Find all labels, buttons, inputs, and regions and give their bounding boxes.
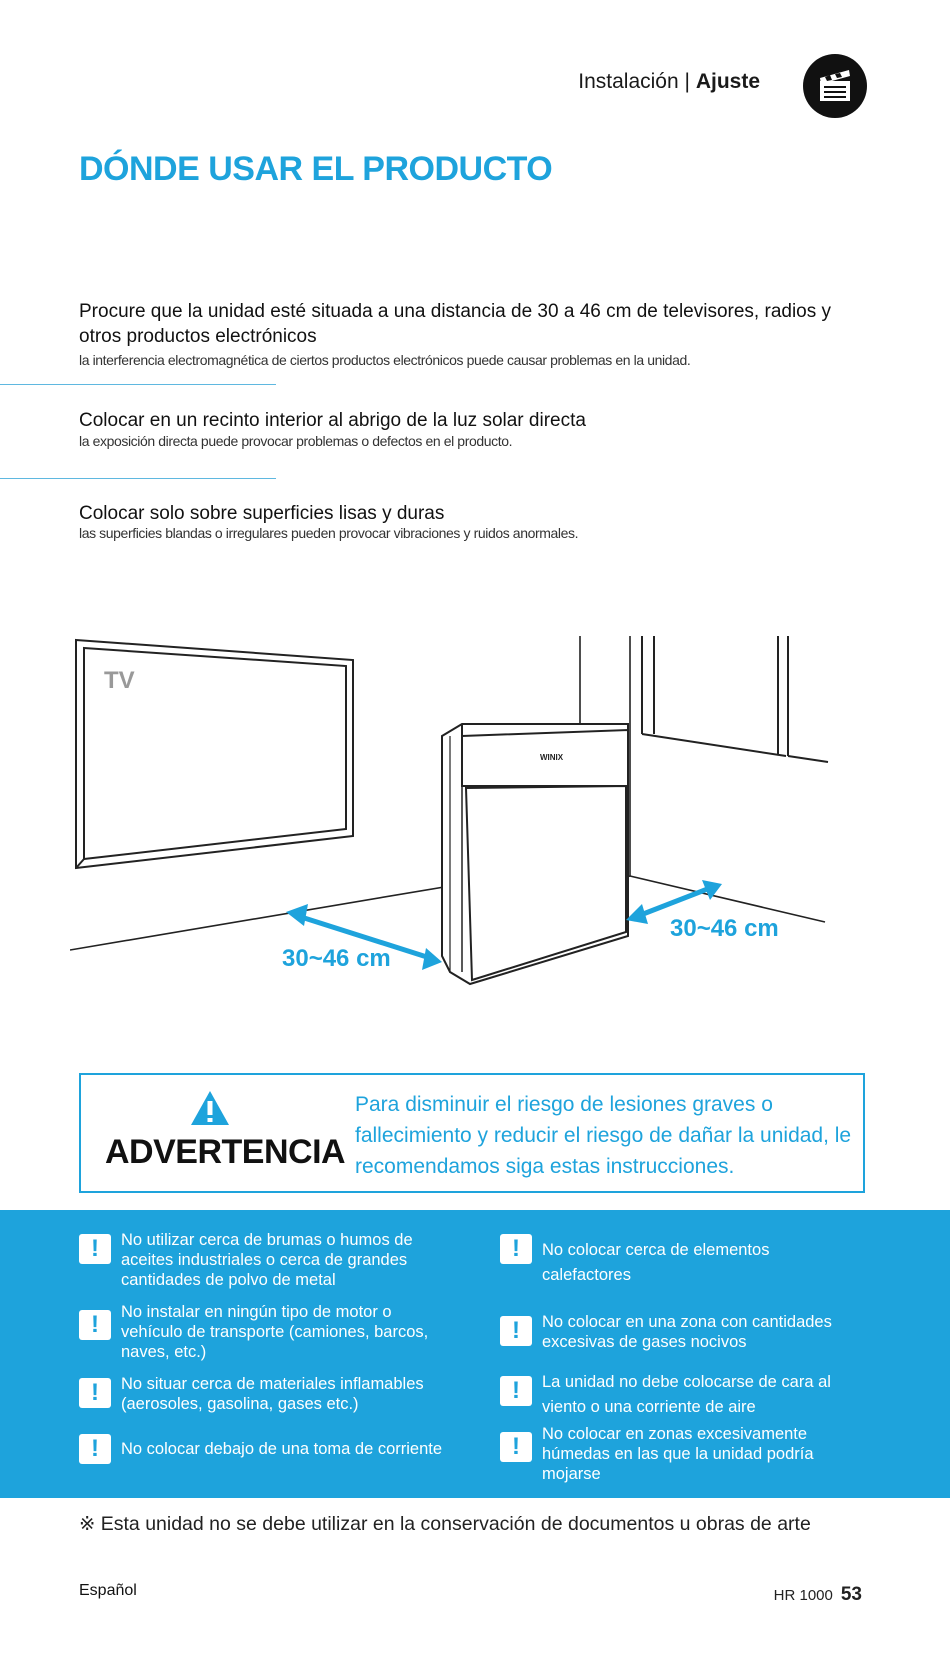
tv-label: TV bbox=[104, 667, 135, 694]
distance-label-left: 30~46 cm bbox=[282, 945, 391, 972]
exclamation-icon: ! bbox=[79, 1434, 111, 1464]
item-subtitle-surface: las superficies blandas o irregulares pueden provocar vibraciones y ruidos anormales. bbox=[79, 525, 579, 541]
precaution-item bbox=[500, 1424, 870, 1484]
precaution-item bbox=[79, 1434, 449, 1464]
divider bbox=[0, 478, 276, 479]
exclamation-icon: ! bbox=[79, 1234, 111, 1264]
warning-text: Para disminuir el riesgo de lesiones graves o fallecimiento y reducir el riesgo de dañar la unidad, le recomendamos siga estas instrucciones. bbox=[355, 1093, 852, 1178]
page-title: DÓNDE USAR EL PRODUCTO bbox=[79, 150, 553, 188]
placement-illustration bbox=[70, 636, 880, 1066]
precaution-item bbox=[500, 1370, 870, 1420]
footer-language: Español bbox=[79, 1582, 137, 1599]
warning-triangle-icon bbox=[189, 1089, 231, 1127]
exclamation-icon: ! bbox=[500, 1234, 532, 1264]
precaution-text: No utilizar cerca de brumas o humos de aceites industriales o cerca de grandes cantidades de polvo de metal bbox=[121, 1231, 413, 1289]
item-subtitle-indoor: la exposición directa puede provocar problemas o defectos en el producto. bbox=[79, 433, 513, 449]
breadcrumb-separator: | bbox=[684, 70, 690, 93]
item-title-surface: Colocar solo sobre superficies lisas y duras bbox=[79, 503, 445, 524]
item-subtitle-distance: la interferencia electromagnética de ciertos productos electrónicos puede causar problemas en la unidad. bbox=[79, 352, 691, 368]
footnote: ※ Esta unidad no se debe utilizar en la conservación de documentos u obras de arte bbox=[79, 1513, 811, 1535]
precaution-item bbox=[79, 1302, 449, 1362]
precaution-text: No colocar debajo de una toma de corriente bbox=[121, 1440, 443, 1458]
precaution-text: La unidad no debe colocarse de cara al viento o una corriente de aire bbox=[542, 1373, 831, 1416]
divider bbox=[0, 384, 276, 385]
footer-page-info bbox=[774, 1584, 862, 1606]
brand-mark: WINIX bbox=[540, 753, 564, 762]
subsection-label: Ajuste bbox=[695, 70, 760, 93]
precaution-item bbox=[500, 1312, 870, 1352]
footer-model: HR 1000 bbox=[773, 1587, 833, 1604]
section-label: Instalación bbox=[578, 70, 679, 93]
item-title-indoor: Colocar en un recinto interior al abrigo de la luz solar directa bbox=[79, 410, 586, 431]
warning-box bbox=[79, 1073, 865, 1193]
precaution-item bbox=[500, 1235, 800, 1288]
precaution-text: No instalar en ningún tipo de motor o vehículo de transporte (camiones, barcos, naves, etc.) bbox=[121, 1303, 429, 1361]
clapperboard-icon bbox=[803, 54, 867, 118]
item-title-distance: Procure que la unidad esté situada a una distancia de 30 a 46 cm de televisores, radios y otros productos electrónicos bbox=[79, 301, 832, 347]
precautions-panel bbox=[0, 1210, 950, 1498]
exclamation-icon: ! bbox=[500, 1376, 532, 1406]
precaution-text: No colocar en zonas excesivamente húmedas en las que la unidad podría mojarse bbox=[542, 1425, 814, 1483]
exclamation-icon: ! bbox=[500, 1316, 532, 1346]
precaution-text: No colocar en una zona con cantidades excesivas de gases nocivos bbox=[542, 1313, 832, 1351]
exclamation-icon: ! bbox=[79, 1378, 111, 1408]
exclamation-icon: ! bbox=[79, 1310, 111, 1340]
precaution-text: No colocar cerca de elementos calefactores bbox=[542, 1241, 770, 1284]
precaution-text: No situar cerca de materiales inflamables (aerosoles, gasolina, gases etc.) bbox=[121, 1375, 424, 1413]
precaution-item bbox=[79, 1374, 449, 1414]
exclamation-icon: ! bbox=[500, 1432, 532, 1462]
distance-label-right: 30~46 cm bbox=[670, 915, 779, 942]
purifier-illustration bbox=[442, 724, 628, 984]
precaution-item bbox=[79, 1230, 449, 1290]
section-breadcrumb bbox=[578, 70, 760, 94]
page-number: 53 bbox=[840, 1584, 862, 1605]
warning-title: ADVERTENCIA bbox=[105, 1133, 346, 1171]
